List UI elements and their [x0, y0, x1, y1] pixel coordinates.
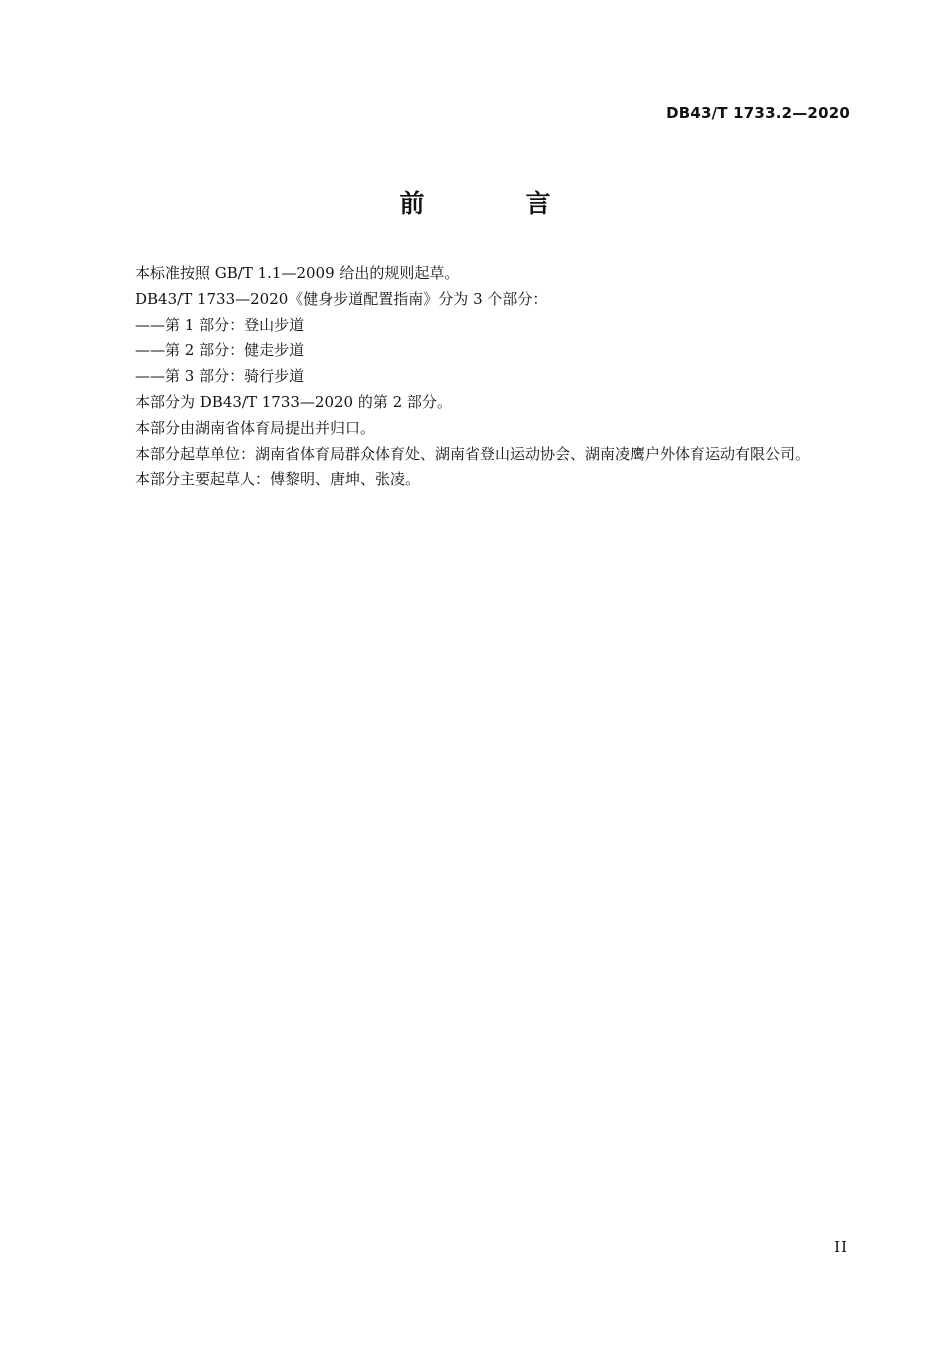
- page-title: 前 言: [399, 189, 589, 218]
- list-item-part-1: ——第 1 部分：登山步道: [135, 315, 305, 334]
- foreword-body: [103, 261, 850, 493]
- page-number: II: [834, 1238, 848, 1256]
- document-number-header: DB43/T 1733.2—2020: [666, 104, 850, 122]
- list-item-part-2: ——第 2 部分：健走步道: [135, 341, 305, 360]
- list-item-part-3: ——第 3 部分：骑行步道: [135, 367, 305, 386]
- paragraph-parts-intro: DB43/T 1733—2020《健身步道配置指南》分为 3 个部分：: [135, 289, 548, 308]
- paragraph-proposed-by: 本部分由湖南省体育局提出并归口。: [135, 418, 376, 437]
- paragraph-drafting-units: 本部分起草单位：湖南省体育局群众体育处、湖南省登山运动协会、湖南凌鹰户外体育运动有限公司。: [135, 444, 811, 463]
- paragraph-drafters: 本部分主要起草人：傅黎明、唐坤、张凌。: [135, 470, 421, 489]
- paragraph-this-part: 本部分为 DB43/T 1733—2020 的第 2 部分。: [135, 392, 452, 411]
- paragraph-drafting-rules: 本标准按照 GB/T 1.1—2009 给出的规则起草。: [135, 264, 460, 282]
